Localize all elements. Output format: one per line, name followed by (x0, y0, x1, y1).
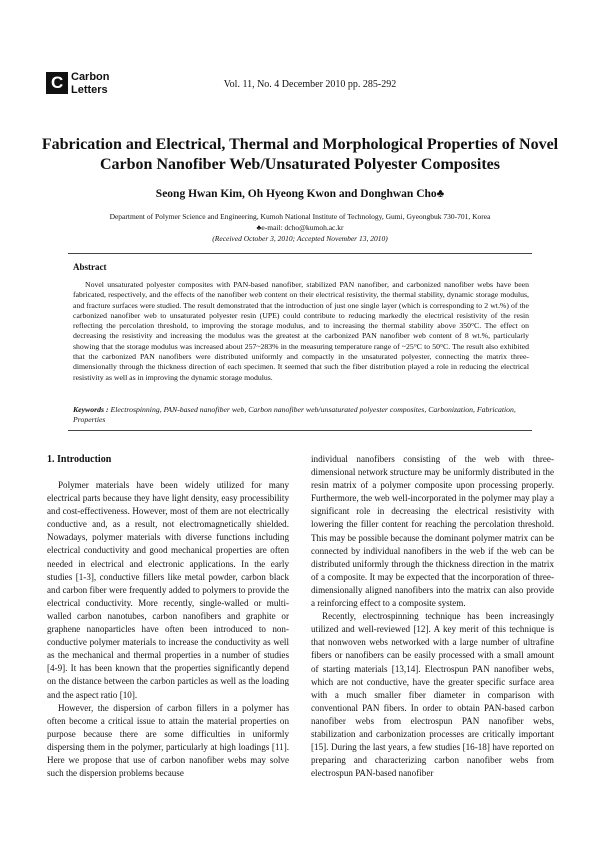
paragraph: However, the dispersion of carbon fillers in a polymer has often become a critical issue to attain the material properties on purpose because there are some difficulties in uniformly dispersing them in the polymer, particularly at high loadings [11]. Here we propose that use of carbon nanofiber webs may solve such the dispersion problems because (47, 702, 289, 779)
abstract-heading: Abstract (73, 262, 107, 272)
paragraph: individual nanofibers consisting of the web with three-dimensional network structure may be uniformly distributed in the resin matrix of a polymer composite upon processing properly. Furthermore, the web well-incorporated in the polymer may play a significant role in decreasing the electrical resistivity with lowering the filler content for reaching the percolation threshold. This may be possible because the dominant polymer matrix can be connected by individual nanofibers in the web if the web can be distributed uniformly through the thickness direction in the matrix of a composite. It may be expected that the incorporation of three-dimensionally aligned nanofibers into the matrix can also provide a reinforcing effect to a composite system. (311, 454, 554, 609)
keywords-text: Electrospinning, PAN-based nanofiber web, Carbon nanofiber web/unsaturated polyester composites, Carbonization, Fabrication, Properties (73, 405, 516, 425)
abstract-bottom-divider (68, 430, 532, 431)
received-dates: (Received October 3, 2010; Accepted November 13, 2010) (212, 234, 388, 243)
citation-info: Vol. 11, No. 4 December 2010 pp. 285-292 (223, 79, 397, 90)
keywords (73, 405, 529, 426)
corresponding-email: ♣e-mail: dcho@kumoh.ac.kr (256, 223, 344, 232)
paragraph: Recently, electrospinning technique has been increasingly utilized and well-reviewed [12]. A key merit of this technique is that nonwoven webs networked with a large number of ultrafine fibers or nanofibers can be easily processed with a small amount of starting materials [13,14]. Electrospun PAN nanofiber webs, which are not conductive, have the greater specific surface area with a much smaller fiber diameter in comparison with conventional PAN fibers. In order to obtain PAN-based carbon nanofiber webs from electrospun PAN nanofiber webs, stabilization and carbonization processes are critically important [15]. During the last years, a few studies [16-18] have reported on preparing and characterizing carbon nanofiber webs from electrospun PAN-based nanofiber (311, 611, 554, 779)
right-column (311, 453, 554, 780)
paragraph: Polymer materials have been widely utilized for many electrical parts because they have light density, easy processibility and cost-effectiveness. However, most of them are not electrically conductive and, as a result, not electromagnetically shielded. Nowadays, polymer materials with diverse functions including electrical conductivity and good mechanical properties are often needed in electrical and electronic applications. In the early studies [1-3], conductive fillers like metal powder, carbon black and carbon fiber were frequently added to polymers to provide the electrical conductivity. More recently, single-walled or multi-walled carbon nanotubes, carbon nanofibers and graphite or graphene nanoparticles have often been introduced to non-conductive polymer materials to increase the conductivity as well as the mechanical and thermal properties in a number of studies [4-9]. It has been known that the properties significantly depend on the distance between the carbon particles as well as the loading and the aspect ratio [10]. (47, 480, 289, 700)
abstract-top-divider (68, 253, 532, 254)
left-column (47, 479, 289, 780)
logo-letter: C (51, 73, 64, 92)
keywords-label: Keywords : (73, 405, 109, 414)
abstract-body: Novel unsaturated polyester composites with PAN-based nanofiber, stabilized PAN nanofiber, and carbonized nanofiber webs have been fabricated, respectively, and the effects of the nanofiber web content on their electrical resistivity, the thermal stability, dynamic storage modulus, and fracture surfaces were studied. The result demonstrated that the introduction of just one single layer (which is corresponding to 2 wt.%) of the carbonized nanofiber web to unsaturated polyester resin (UPE) could contribute to reducing markedly the electrical resistivity of the resin reflecting the percolation threshold, to improving the storage modulus, and to increasing the thermal stability above 350°C. The effect on decreasing the resistivity and increasing the modulus was the greatest at the carbonized PAN nanofiber web content of 8 wt.%, particularly showing that the storage modulus was increased about 257~283% in the measuring temperature range of ~25°C to 50°C. The result also exhibited that the carbonized PAN nanofibers were distributed uniformly and compactly in the unsaturated polyester, connecting the matrix three-dimensionally through the thickness direction of each specimen. It seemed that such the fiber distribution played a role in reducing the electrical resistivity as well as in improving the dynamic storage modulus. (73, 280, 529, 382)
author-list: Seong Hwan Kim, Oh Hyeong Kwon and Donghwan Cho♣ (155, 188, 445, 200)
journal-name-line2: Letters (71, 83, 108, 96)
affiliation: Department of Polymer Science and Engineering, Kumoh National Institute of Technology, Gumi, Gyeongbuk 730-701, Korea (109, 212, 491, 221)
section-heading-introduction: 1. Introduction (47, 454, 112, 465)
paper-title: Fabrication and Electrical, Thermal and Morphological Properties of Novel Carbon Nanofiber Web/Unsaturated Polyester Composites (41, 136, 559, 173)
journal-name-line1: Carbon (71, 71, 110, 83)
